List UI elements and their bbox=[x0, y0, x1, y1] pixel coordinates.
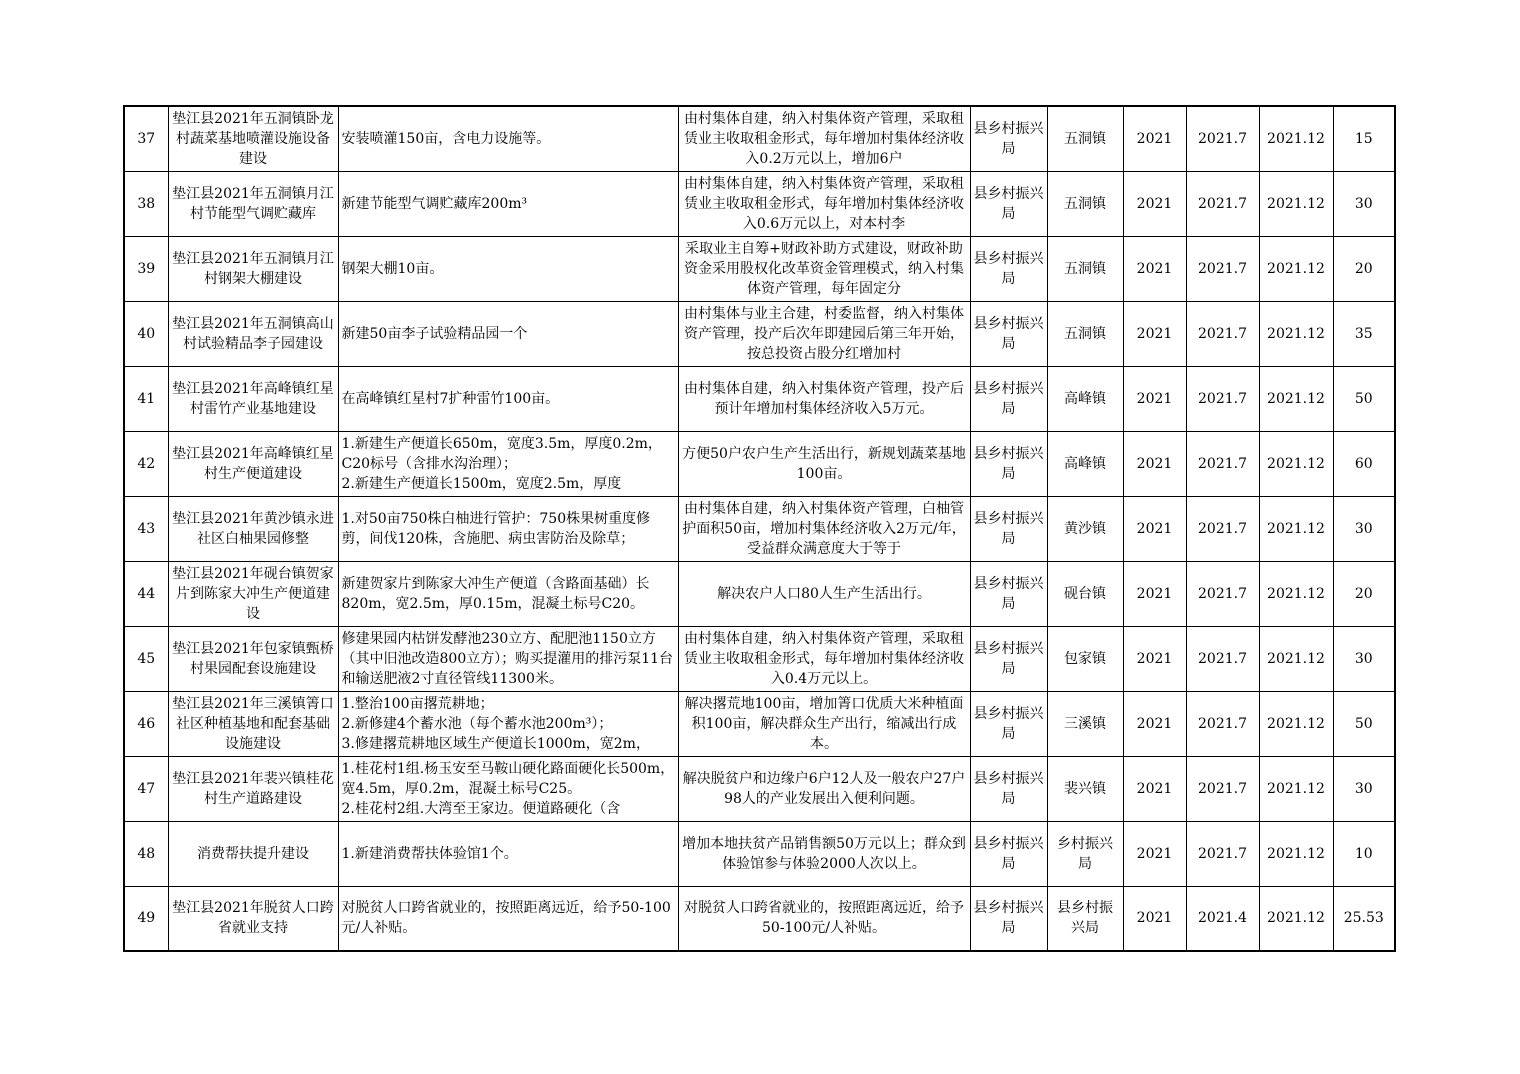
end-date-cell bbox=[1259, 366, 1333, 431]
responsible-department: 县乡村振兴局 bbox=[973, 315, 1044, 352]
project-name-cell bbox=[168, 821, 338, 886]
end-date-cell bbox=[1259, 626, 1333, 691]
project-name-cell bbox=[168, 431, 338, 496]
table-row bbox=[124, 366, 1395, 431]
implementing-unit: 县乡村振兴局 bbox=[1057, 900, 1113, 937]
benefit-mechanism-cell bbox=[678, 821, 970, 886]
fund-amount: 30 bbox=[1354, 780, 1373, 797]
row-number-cell bbox=[124, 171, 168, 236]
row-number: 37 bbox=[137, 130, 156, 147]
implementing-unit-cell bbox=[1047, 301, 1123, 366]
benefit-mechanism-cell bbox=[678, 106, 970, 171]
construction-content: 在高峰镇红星村7扩种雷竹100亩。 bbox=[341, 390, 560, 407]
benefit-mechanism-cell bbox=[678, 431, 970, 496]
start-date: 2021.7 bbox=[1198, 715, 1247, 732]
table-row bbox=[124, 236, 1395, 301]
end-date-cell bbox=[1259, 171, 1333, 236]
responsible-department-cell bbox=[970, 301, 1047, 366]
plan-year: 2021 bbox=[1136, 845, 1173, 862]
benefit-mechanism: 由村集体自建，纳入村集体资产管理，投产后预计年增加村集体经济收入5万元。 bbox=[684, 380, 964, 417]
row-number: 49 bbox=[137, 910, 156, 927]
fund-amount: 50 bbox=[1354, 390, 1373, 407]
end-date: 2021.12 bbox=[1267, 130, 1325, 147]
project-name: 垫江县2021年砚台镇贺家片到陈家大冲生产便道建设 bbox=[172, 565, 334, 622]
responsible-department-cell bbox=[970, 236, 1047, 301]
construction-content: 1.新建生产便道长650m，宽度3.5m，厚度0.2m，C20标号（含排水沟治理）； 2.新建生产便道长1500m，宽度2.5m，厚度 bbox=[341, 435, 662, 492]
project-table bbox=[123, 105, 1396, 952]
row-number-cell bbox=[124, 431, 168, 496]
implementing-unit: 五洞镇 bbox=[1064, 195, 1106, 212]
construction-content: 修建果园内枯饼发酵池230立方、配肥池1150立方（其中旧池改造800立方）；购买提灌用的排污泵11台和输送肥液2寸直径管线11300米。 bbox=[341, 630, 674, 687]
project-name: 消费帮扶提升建设 bbox=[197, 845, 309, 862]
project-name: 垫江县2021年五洞镇月江村钢架大棚建设 bbox=[172, 250, 334, 287]
row-number: 45 bbox=[137, 650, 156, 667]
table-row bbox=[124, 886, 1395, 951]
construction-content-cell bbox=[338, 886, 678, 951]
construction-content: 1.桂花村1组.杨玉安至马鞍山硬化路面硬化长500m，宽4.5m，厚0.2m，混凝土标号C25。 2.桂花村2组.大湾至王家边。便道路硬化（含 bbox=[341, 760, 675, 817]
benefit-mechanism: 由村集体自建，纳入村集体资产管理，采取租赁业主收取租金形式，每年增加村集体经济收入0.4万元以上。 bbox=[684, 630, 964, 687]
construction-content: 钢架大棚10亩。 bbox=[341, 260, 444, 277]
plan-year-cell bbox=[1123, 626, 1186, 691]
construction-content-cell bbox=[338, 496, 678, 561]
implementing-unit: 砚台镇 bbox=[1064, 585, 1106, 602]
implementing-unit-cell bbox=[1047, 886, 1123, 951]
construction-content-cell bbox=[338, 756, 678, 821]
plan-year-cell bbox=[1123, 821, 1186, 886]
benefit-mechanism-cell bbox=[678, 496, 970, 561]
start-date: 2021.7 bbox=[1198, 455, 1247, 472]
plan-year-cell bbox=[1123, 561, 1186, 626]
benefit-mechanism-cell bbox=[678, 366, 970, 431]
benefit-mechanism-cell bbox=[678, 561, 970, 626]
row-number-cell bbox=[124, 691, 168, 756]
project-name-cell bbox=[168, 691, 338, 756]
end-date-cell bbox=[1259, 431, 1333, 496]
row-number-cell bbox=[124, 366, 168, 431]
fund-amount-cell bbox=[1333, 496, 1395, 561]
responsible-department: 县乡村振兴局 bbox=[973, 900, 1044, 937]
start-date-cell bbox=[1186, 366, 1259, 431]
responsible-department: 县乡村振兴局 bbox=[973, 510, 1044, 547]
start-date: 2021.7 bbox=[1198, 845, 1247, 862]
construction-content: 新建贺家片到陈家大冲生产便道（含路面基础）长820m，宽2.5m，厚0.15m，混凝土标号C20。 bbox=[341, 575, 650, 612]
construction-content-cell bbox=[338, 171, 678, 236]
table-row bbox=[124, 171, 1395, 236]
start-date: 2021.4 bbox=[1198, 910, 1247, 927]
plan-year: 2021 bbox=[1136, 195, 1173, 212]
fund-amount-cell bbox=[1333, 106, 1395, 171]
end-date: 2021.12 bbox=[1267, 455, 1325, 472]
fund-amount-cell bbox=[1333, 821, 1395, 886]
construction-content-cell bbox=[338, 626, 678, 691]
plan-year: 2021 bbox=[1136, 715, 1173, 732]
fund-amount-cell bbox=[1333, 171, 1395, 236]
fund-amount: 60 bbox=[1354, 455, 1373, 472]
project-name: 垫江县2021年高峰镇红星村生产便道建设 bbox=[172, 445, 334, 482]
start-date-cell bbox=[1186, 106, 1259, 171]
row-number: 46 bbox=[137, 715, 156, 732]
benefit-mechanism: 方便50户农户生产生活出行，新规划蔬菜基地100亩。 bbox=[682, 445, 966, 482]
plan-year-cell bbox=[1123, 496, 1186, 561]
fund-amount: 35 bbox=[1354, 325, 1373, 342]
fund-amount-cell bbox=[1333, 236, 1395, 301]
plan-year: 2021 bbox=[1136, 520, 1173, 537]
benefit-mechanism-cell bbox=[678, 301, 970, 366]
table-row bbox=[124, 626, 1395, 691]
plan-year-cell bbox=[1123, 691, 1186, 756]
project-name: 垫江县2021年包家镇甄桥村果园配套设施建设 bbox=[172, 640, 334, 677]
start-date: 2021.7 bbox=[1198, 780, 1247, 797]
implementing-unit: 五洞镇 bbox=[1064, 325, 1106, 342]
plan-year-cell bbox=[1123, 366, 1186, 431]
project-name: 垫江县2021年五洞镇卧龙村蔬菜基地喷灌设施设备建设 bbox=[172, 110, 334, 167]
responsible-department: 县乡村振兴局 bbox=[973, 445, 1044, 482]
fund-amount: 10 bbox=[1354, 845, 1373, 862]
responsible-department: 县乡村振兴局 bbox=[973, 640, 1044, 677]
implementing-unit: 黄沙镇 bbox=[1064, 520, 1106, 537]
plan-year-cell bbox=[1123, 886, 1186, 951]
end-date-cell bbox=[1259, 886, 1333, 951]
project-name-cell bbox=[168, 886, 338, 951]
fund-amount-cell bbox=[1333, 431, 1395, 496]
row-number-cell bbox=[124, 626, 168, 691]
project-name: 垫江县2021年黄沙镇永进社区白柚果园修整 bbox=[172, 510, 334, 547]
project-name-cell bbox=[168, 366, 338, 431]
plan-year-cell bbox=[1123, 106, 1186, 171]
benefit-mechanism: 解决农户人口80人生产生活出行。 bbox=[717, 585, 931, 602]
start-date-cell bbox=[1186, 626, 1259, 691]
fund-amount-cell bbox=[1333, 366, 1395, 431]
plan-year: 2021 bbox=[1136, 650, 1173, 667]
row-number-cell bbox=[124, 236, 168, 301]
responsible-department: 县乡村振兴局 bbox=[973, 705, 1044, 742]
fund-amount: 30 bbox=[1354, 520, 1373, 537]
implementing-unit-cell bbox=[1047, 366, 1123, 431]
construction-content-cell bbox=[338, 691, 678, 756]
end-date-cell bbox=[1259, 106, 1333, 171]
project-name-cell bbox=[168, 236, 338, 301]
start-date: 2021.7 bbox=[1198, 520, 1247, 537]
construction-content-cell bbox=[338, 236, 678, 301]
responsible-department: 县乡村振兴局 bbox=[973, 380, 1044, 417]
table-row bbox=[124, 821, 1395, 886]
responsible-department-cell bbox=[970, 626, 1047, 691]
start-date: 2021.7 bbox=[1198, 585, 1247, 602]
benefit-mechanism: 由村集体自建，纳入村集体资产管理，采取租赁业主收取租金形式，每年增加村集体经济收入0.2万元以上，增加6户 bbox=[684, 110, 964, 167]
responsible-department: 县乡村振兴局 bbox=[973, 185, 1044, 222]
row-number-cell bbox=[124, 301, 168, 366]
fund-amount-cell bbox=[1333, 626, 1395, 691]
table-row bbox=[124, 106, 1395, 171]
end-date-cell bbox=[1259, 301, 1333, 366]
end-date: 2021.12 bbox=[1267, 650, 1325, 667]
responsible-department-cell bbox=[970, 821, 1047, 886]
end-date-cell bbox=[1259, 691, 1333, 756]
fund-amount: 25.53 bbox=[1343, 910, 1384, 927]
plan-year: 2021 bbox=[1136, 325, 1173, 342]
row-number: 42 bbox=[137, 455, 156, 472]
benefit-mechanism: 由村集体与业主合建，村委监督，纳入村集体资产管理，投产后次年即建园后第三年开始，按总投资占股分红增加村 bbox=[684, 305, 964, 362]
implementing-unit-cell bbox=[1047, 106, 1123, 171]
start-date: 2021.7 bbox=[1198, 195, 1247, 212]
plan-year-cell bbox=[1123, 171, 1186, 236]
plan-year-cell bbox=[1123, 236, 1186, 301]
end-date: 2021.12 bbox=[1267, 845, 1325, 862]
responsible-department: 县乡村振兴局 bbox=[973, 770, 1044, 807]
responsible-department-cell bbox=[970, 886, 1047, 951]
benefit-mechanism-cell bbox=[678, 171, 970, 236]
end-date-cell bbox=[1259, 496, 1333, 561]
construction-content: 1.整治100亩撂荒耕地； 2.新修建4个蓄水池（每个蓄水池200m³）； 3.修建撂荒耕地区域生产便道长1000m，宽2m， bbox=[341, 695, 650, 752]
table-row bbox=[124, 561, 1395, 626]
row-number: 39 bbox=[137, 260, 156, 277]
table-row bbox=[124, 301, 1395, 366]
implementing-unit: 裴兴镇 bbox=[1064, 780, 1106, 797]
row-number: 48 bbox=[137, 845, 156, 862]
end-date: 2021.12 bbox=[1267, 195, 1325, 212]
end-date-cell bbox=[1259, 561, 1333, 626]
benefit-mechanism-cell bbox=[678, 886, 970, 951]
benefit-mechanism-cell bbox=[678, 626, 970, 691]
start-date: 2021.7 bbox=[1198, 390, 1247, 407]
table-row bbox=[124, 431, 1395, 496]
construction-content-cell bbox=[338, 366, 678, 431]
row-number-cell bbox=[124, 756, 168, 821]
project-name-cell bbox=[168, 106, 338, 171]
row-number: 44 bbox=[137, 585, 156, 602]
project-name: 垫江县2021年三溪镇箐口社区种植基地和配套基础设施建设 bbox=[172, 695, 334, 752]
end-date: 2021.12 bbox=[1267, 780, 1325, 797]
implementing-unit-cell bbox=[1047, 171, 1123, 236]
construction-content: 对脱贫人口跨省就业的，按照距离远近，给予50-100元/人补贴。 bbox=[341, 900, 671, 937]
fund-amount: 30 bbox=[1354, 195, 1373, 212]
project-name: 垫江县2021年五洞镇月江村节能型气调贮藏库 bbox=[172, 185, 334, 222]
implementing-unit-cell bbox=[1047, 236, 1123, 301]
implementing-unit-cell bbox=[1047, 626, 1123, 691]
benefit-mechanism: 由村集体自建，纳入村集体资产管理，白柚管护面积50亩，增加村集体经济收入2万元/年，受益群众满意度大于等于 bbox=[682, 500, 966, 557]
fund-amount-cell bbox=[1333, 756, 1395, 821]
implementing-unit-cell bbox=[1047, 431, 1123, 496]
responsible-department-cell bbox=[970, 561, 1047, 626]
construction-content-cell bbox=[338, 106, 678, 171]
table-row bbox=[124, 496, 1395, 561]
construction-content: 新建50亩李子试验精品园一个 bbox=[341, 325, 528, 342]
fund-amount: 20 bbox=[1354, 585, 1373, 602]
plan-year: 2021 bbox=[1136, 390, 1173, 407]
start-date-cell bbox=[1186, 821, 1259, 886]
project-name: 垫江县2021年脱贫人口跨省就业支持 bbox=[172, 900, 334, 937]
start-date: 2021.7 bbox=[1198, 130, 1247, 147]
responsible-department-cell bbox=[970, 756, 1047, 821]
row-number: 38 bbox=[137, 195, 156, 212]
benefit-mechanism: 解决撂荒地100亩，增加箐口优质大米种植面积100亩，解决群众生产出行，缩减出行成本。 bbox=[684, 695, 964, 752]
start-date: 2021.7 bbox=[1198, 325, 1247, 342]
fund-amount-cell bbox=[1333, 561, 1395, 626]
plan-year: 2021 bbox=[1136, 260, 1173, 277]
plan-year: 2021 bbox=[1136, 910, 1173, 927]
construction-content: 新建节能型气调贮藏库200m³ bbox=[341, 195, 528, 212]
start-date-cell bbox=[1186, 496, 1259, 561]
end-date-cell bbox=[1259, 236, 1333, 301]
plan-year-cell bbox=[1123, 301, 1186, 366]
implementing-unit-cell bbox=[1047, 691, 1123, 756]
responsible-department: 县乡村振兴局 bbox=[973, 120, 1044, 157]
project-name-cell bbox=[168, 496, 338, 561]
plan-year: 2021 bbox=[1136, 780, 1173, 797]
table-row bbox=[124, 691, 1395, 756]
project-name-cell bbox=[168, 626, 338, 691]
end-date: 2021.12 bbox=[1267, 325, 1325, 342]
responsible-department-cell bbox=[970, 106, 1047, 171]
start-date-cell bbox=[1186, 756, 1259, 821]
benefit-mechanism: 采取业主自筹+财政补助方式建设，财政补助资金采用股权化改革资金管理模式，纳入村集体资产管理，每年固定分 bbox=[684, 240, 964, 297]
responsible-department-cell bbox=[970, 691, 1047, 756]
plan-year: 2021 bbox=[1136, 130, 1173, 147]
fund-amount-cell bbox=[1333, 886, 1395, 951]
start-date-cell bbox=[1186, 886, 1259, 951]
benefit-mechanism: 由村集体自建，纳入村集体资产管理，采取租赁业主收取租金形式，每年增加村集体经济收入0.6万元以上，对本村李 bbox=[684, 175, 964, 232]
end-date-cell bbox=[1259, 821, 1333, 886]
end-date-cell bbox=[1259, 756, 1333, 821]
benefit-mechanism-cell bbox=[678, 691, 970, 756]
fund-amount: 15 bbox=[1354, 130, 1373, 147]
implementing-unit-cell bbox=[1047, 496, 1123, 561]
project-name: 垫江县2021年裴兴镇桂花村生产道路建设 bbox=[172, 770, 334, 807]
implementing-unit: 乡村振兴局 bbox=[1057, 835, 1113, 872]
responsible-department-cell bbox=[970, 171, 1047, 236]
start-date-cell bbox=[1186, 431, 1259, 496]
benefit-mechanism: 对脱贫人口跨省就业的，按照距离远近，给予50-100元/人补贴。 bbox=[684, 900, 964, 937]
implementing-unit-cell bbox=[1047, 561, 1123, 626]
start-date: 2021.7 bbox=[1198, 260, 1247, 277]
row-number: 40 bbox=[137, 325, 156, 342]
end-date: 2021.12 bbox=[1267, 260, 1325, 277]
start-date-cell bbox=[1186, 171, 1259, 236]
project-name: 垫江县2021年五洞镇高山村试验精品李子园建设 bbox=[172, 315, 334, 352]
project-name: 垫江县2021年高峰镇红星村雷竹产业基地建设 bbox=[172, 380, 334, 417]
implementing-unit: 三溪镇 bbox=[1064, 715, 1106, 732]
responsible-department: 县乡村振兴局 bbox=[973, 835, 1044, 872]
fund-amount: 50 bbox=[1354, 715, 1373, 732]
construction-content: 1.新建消费帮扶体验馆1个。 bbox=[341, 845, 518, 862]
construction-content-cell bbox=[338, 301, 678, 366]
implementing-unit-cell bbox=[1047, 756, 1123, 821]
project-name-cell bbox=[168, 561, 338, 626]
fund-amount-cell bbox=[1333, 301, 1395, 366]
row-number-cell bbox=[124, 106, 168, 171]
row-number-cell bbox=[124, 886, 168, 951]
end-date: 2021.12 bbox=[1267, 715, 1325, 732]
row-number: 41 bbox=[137, 390, 156, 407]
construction-content: 1.对50亩750株白柚进行管护：750株果树重度修剪，间伐120株，含施肥、病虫害防治及除草； bbox=[341, 510, 651, 547]
benefit-mechanism-cell bbox=[678, 756, 970, 821]
row-number: 43 bbox=[137, 520, 156, 537]
end-date: 2021.12 bbox=[1267, 585, 1325, 602]
start-date-cell bbox=[1186, 236, 1259, 301]
row-number-cell bbox=[124, 821, 168, 886]
construction-content-cell bbox=[338, 431, 678, 496]
responsible-department: 县乡村振兴局 bbox=[973, 575, 1044, 612]
implementing-unit: 五洞镇 bbox=[1064, 130, 1106, 147]
end-date: 2021.12 bbox=[1267, 390, 1325, 407]
implementing-unit-cell bbox=[1047, 821, 1123, 886]
end-date: 2021.12 bbox=[1267, 910, 1325, 927]
plan-year: 2021 bbox=[1136, 585, 1173, 602]
start-date: 2021.7 bbox=[1198, 650, 1247, 667]
construction-content-cell bbox=[338, 561, 678, 626]
responsible-department: 县乡村振兴局 bbox=[973, 250, 1044, 287]
row-number-cell bbox=[124, 561, 168, 626]
project-name-cell bbox=[168, 171, 338, 236]
responsible-department-cell bbox=[970, 366, 1047, 431]
start-date-cell bbox=[1186, 301, 1259, 366]
table-row bbox=[124, 756, 1395, 821]
implementing-unit: 五洞镇 bbox=[1064, 260, 1106, 277]
fund-amount: 30 bbox=[1354, 650, 1373, 667]
plan-year-cell bbox=[1123, 756, 1186, 821]
start-date-cell bbox=[1186, 691, 1259, 756]
benefit-mechanism: 解决脱贫户和边缘户6户12人及一般农户27户98人的产业发展出入便利问题。 bbox=[682, 770, 966, 807]
plan-year-cell bbox=[1123, 431, 1186, 496]
project-name-cell bbox=[168, 301, 338, 366]
responsible-department-cell bbox=[970, 431, 1047, 496]
benefit-mechanism-cell bbox=[678, 236, 970, 301]
construction-content-cell bbox=[338, 821, 678, 886]
construction-content: 安装喷灌150亩，含电力设施等。 bbox=[341, 130, 551, 147]
end-date: 2021.12 bbox=[1267, 520, 1325, 537]
fund-amount: 20 bbox=[1354, 260, 1373, 277]
implementing-unit: 包家镇 bbox=[1064, 650, 1106, 667]
plan-year: 2021 bbox=[1136, 455, 1173, 472]
responsible-department-cell bbox=[970, 496, 1047, 561]
fund-amount-cell bbox=[1333, 691, 1395, 756]
benefit-mechanism: 增加本地扶贫产品销售额50万元以上；群众到体验馆参与体验2000人次以上。 bbox=[682, 835, 966, 872]
implementing-unit: 高峰镇 bbox=[1064, 455, 1106, 472]
start-date-cell bbox=[1186, 561, 1259, 626]
row-number: 47 bbox=[137, 780, 156, 797]
project-name-cell bbox=[168, 756, 338, 821]
implementing-unit: 高峰镇 bbox=[1064, 390, 1106, 407]
row-number-cell bbox=[124, 496, 168, 561]
